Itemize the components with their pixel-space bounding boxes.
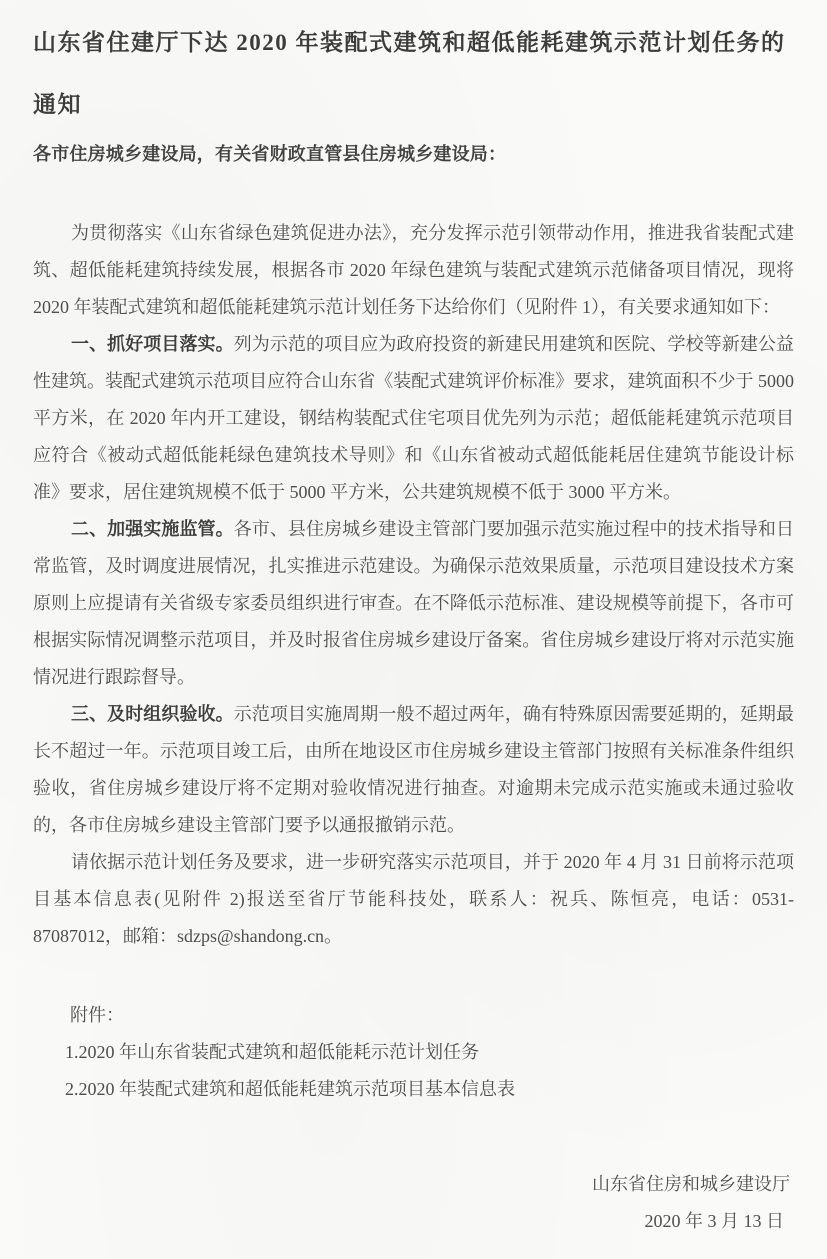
paragraph-text: 列为示范的项目应为政府投资的新建民用建筑和医院、学校等新建公益性建筑。装配式建筑示范项目应符合山东省《装配式建筑评价标准》要求，建筑面积不少于 5000 平方米，在 2020 年内开工建设，钢结构装配式住宅项目优先列为示范；超低能耗建筑示范项目应符合《被动式超低能耗绿色建筑技术导则》和《山东省被动式超低能耗居住建筑节能设计标准》要求，居住建筑规模不低于 5000 平方米，公共建筑规模不低于 3000 平方米。 xyxy=(33,334,795,502)
body-paragraph-3 xyxy=(33,696,794,844)
body-paragraph-intro xyxy=(33,215,794,326)
attachment-item-1: 1.2020 年山东省装配式建筑和超低能耗示范计划任务 xyxy=(65,1042,479,1062)
paragraph-text: 请依据示范计划任务及要求，进一步研究落实示范项目，并于 2020 年 4 月 31 日前将示范项目基本信息表(见附件 2)报送至省厅节能科技处，联系人：祝兵、陈恒亮，电话：0531-87087012，邮箱：sdzps@shandong.cn。 xyxy=(33,852,794,946)
paragraph-lead: 二、加强实施监管。 xyxy=(71,519,234,539)
body-paragraph-1 xyxy=(33,326,794,511)
paragraph-text: 示范项目实施周期一般不超过两年，确有特殊原因需要延期的，延期最长不超过一年。示范项目竣工后，由所在地设区市住房城乡建设主管部门按照有关标准条件组织验收，省住房城乡建设厅将不定期对验收情况进行抽查。对逾期未完成示范实施或未通过验收的，各市住房城乡建设主管部门要予以通报撤销示范。 xyxy=(33,704,795,835)
document-title: 山东省住建厅下达 2020 年装配式建筑和超低能耗建筑示范计划任务的通知 xyxy=(33,30,786,117)
attachments-section xyxy=(33,997,794,1108)
paragraph-text: 为贯彻落实《山东省绿色建筑促进办法》，充分发挥示范引领带动作用，推进我省装配式建筑、超低能耗建筑持续发展，根据各市 2020 年绿色建筑与装配式建筑示范储备项目情况，现将 2020 年装配式建筑和超低能耗建筑示范计划任务下达给你们（见附件 1），有关要求通知如下： xyxy=(33,223,794,317)
attachment-item-2: 2.2020 年装配式建筑和超低能耗建筑示范项目基本信息表 xyxy=(65,1079,515,1099)
paragraph-text: 各市、县住房城乡建设主管部门要加强示范实施过程中的技术指导和日常监管，及时调度进展情况，扎实推进示范建设。为确保示范效果质量，示范项目建设技术方案原则上应提请有关省级专家委员组织进行审查。在不降低示范标准、建设规模等前提下，各市可根据实际情况调整示范项目，并及时报省住房城乡建设厅备案。省住房城乡建设厅将对示范实施情况进行跟踪督导。 xyxy=(33,519,795,687)
salutation: 各市住房城乡建设局，有关省财政直管县住房城乡建设局： xyxy=(33,144,507,164)
issuing-agency: 山东省住房和城乡建设厅 xyxy=(592,1174,790,1194)
body-paragraph-2 xyxy=(33,511,794,696)
paragraph-lead: 三、及时组织验收。 xyxy=(71,704,234,724)
issue-date: 2020 年 3 月 13 日 xyxy=(644,1211,784,1231)
signature-block xyxy=(33,1166,794,1240)
attachments-label: 附件： xyxy=(70,1005,124,1025)
body-paragraph-closing xyxy=(33,844,794,955)
paragraph-lead: 一、抓好项目落实。 xyxy=(71,334,234,354)
